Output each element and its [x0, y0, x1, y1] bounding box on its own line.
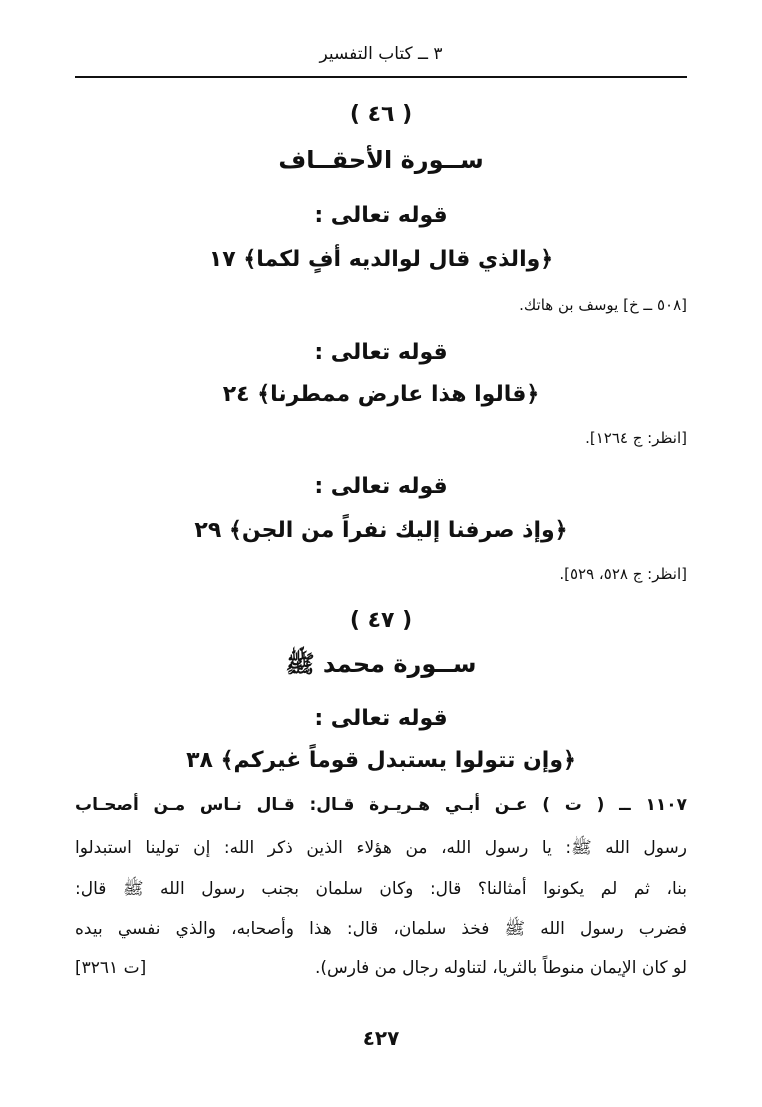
- hadith-line: لو كان الإيمان منوطاً بالثريا، لتناوله رجال من فارس).: [314, 958, 687, 978]
- running-header: ٣ ــ كتاب التفسير: [319, 44, 443, 64]
- page-number: ٤٢٧: [362, 1026, 400, 1050]
- verse-text: ﴿قالوا هذا عارض ممطرنا﴾ ٢٤: [222, 382, 540, 407]
- verse-intro: قوله تعالى :: [314, 203, 448, 228]
- surah-number: ( ٤٦ ): [349, 102, 413, 127]
- surah-title: ســورة محمد ﷺ: [285, 650, 477, 678]
- hadith-line: بنا، ثم لم يكونوا أمثالنا؟ قال: وكان سلمان بجنب رسول الله ﷺ قال:: [75, 879, 687, 899]
- verse-intro: قوله تعالى :: [314, 340, 448, 365]
- surah-title: ســورة الأحقــاف: [278, 146, 484, 174]
- hadith-line: ١١٠٧ ــ ( ت ) عـن أبـي هـريـرة قـال: قـال نـاس مـن أصحـاب: [75, 795, 687, 815]
- hadith-source: [ت ٣٢٦١]: [75, 958, 147, 978]
- verse-intro: قوله تعالى :: [314, 474, 448, 499]
- hadith-last-line: [75, 958, 687, 978]
- hadith-line: رسول الله ﷺ: يا رسول الله، من هؤلاء الذين ذكر الله: إن تولينا استبدلوا: [75, 838, 687, 858]
- verse-text: ﴿وإن تتولوا يستبدل قوماً غيركم﴾ ٣٨: [186, 748, 576, 773]
- hadith-line: فضرب رسول الله ﷺ فخذ سلمان، قال: هذا وأصحابه، والذي نفسي بيده: [75, 919, 687, 939]
- cross-reference: [٥٠٨ ــ خ] يوسف بن هاتك.: [519, 296, 687, 314]
- cross-reference: [انظر: ج ١٢٦٤].: [585, 429, 687, 447]
- verse-intro: قوله تعالى :: [314, 706, 448, 731]
- verse-text: ﴿والذي قال لوالديه أفٍ لكما﴾ ١٧: [208, 247, 554, 272]
- cross-reference: [انظر: ج ٥٢٨، ٥٢٩].: [559, 565, 687, 583]
- surah-number: ( ٤٧ ): [349, 608, 413, 633]
- verse-text: ﴿وإذ صرفنا إليك نفراً من الجن﴾ ٢٩: [194, 518, 568, 543]
- header-rule: [75, 76, 687, 78]
